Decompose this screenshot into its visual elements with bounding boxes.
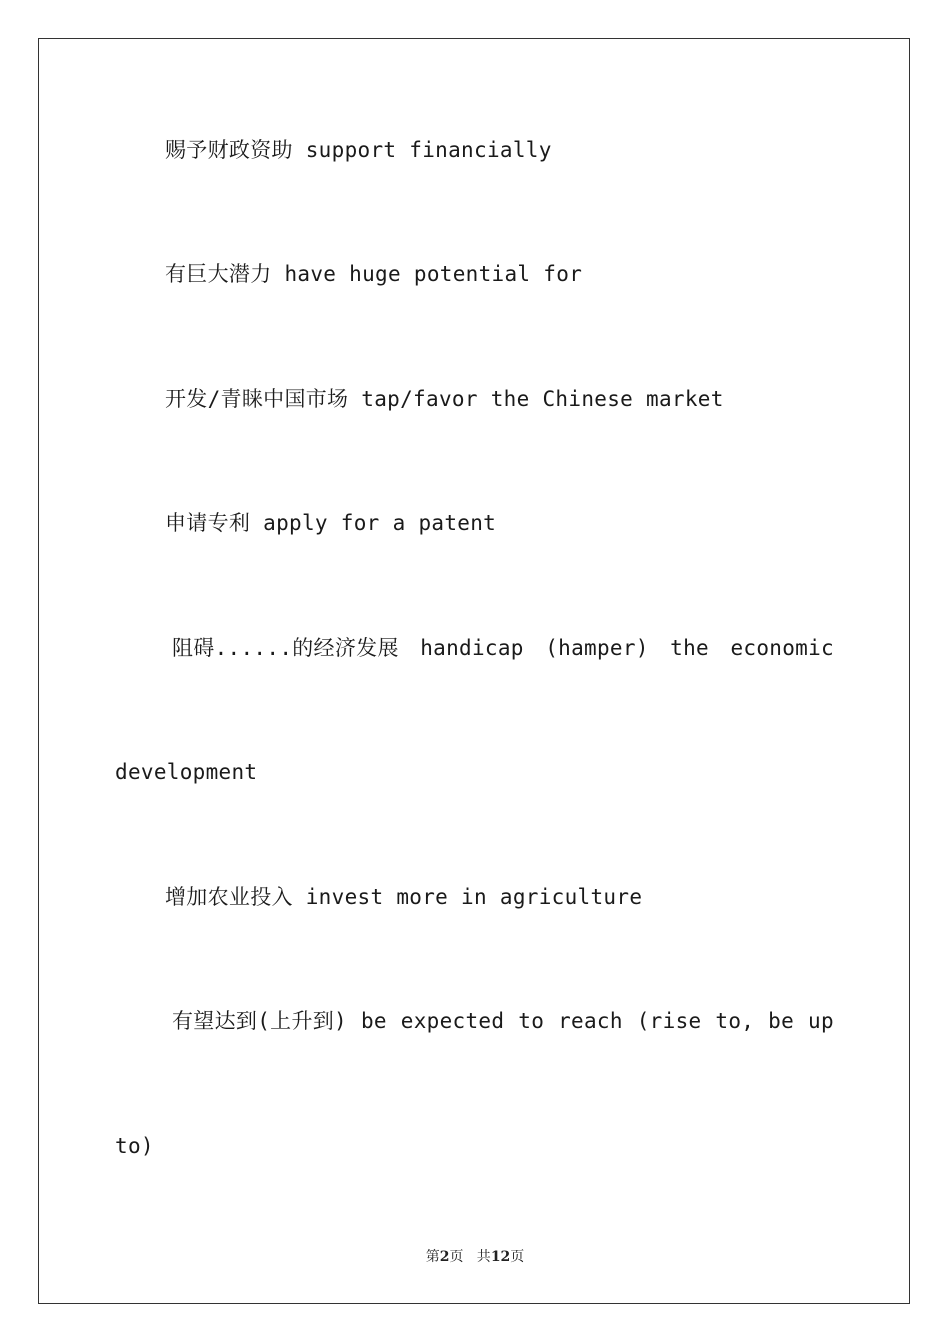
entry-word: to, (715, 1009, 755, 1033)
page-border (38, 38, 910, 1304)
footer-suffix: 页 (510, 1249, 525, 1265)
entry-word: 有望达到(上升到) (172, 1009, 347, 1033)
entry-word: (hamper) (545, 636, 649, 660)
entry-word: economic (730, 636, 834, 660)
entry-word: to (518, 1009, 545, 1033)
entry-word: handicap (420, 636, 524, 660)
footer-total-pages: 12 (490, 1249, 511, 1265)
entry-word: be (768, 1009, 795, 1033)
footer-middle: 页 共 (449, 1249, 491, 1265)
entry-continuation: to) (115, 1134, 154, 1158)
entry-invest-agriculture: 增加农业投入 invest more in agriculture (165, 885, 643, 909)
entry-chinese-market: 开发/青睐中国市场 tap/favor the Chinese market (165, 387, 724, 411)
entry-word: the (670, 636, 710, 660)
entry-expected-to-reach (172, 1007, 834, 1035)
page-footer (0, 1248, 950, 1266)
entry-huge-potential: 有巨大潜力 have huge potential for (165, 262, 583, 286)
entry-word: (rise (636, 1009, 702, 1033)
entry-word: expected (400, 1009, 505, 1033)
entry-word: up (808, 1009, 834, 1033)
footer-prefix: 第 (425, 1249, 440, 1265)
entry-word: be (360, 1009, 387, 1033)
entry-apply-patent: 申请专利 apply for a patent (165, 511, 497, 535)
entry-support-financially: 赐予财政资助 support financially (165, 138, 552, 162)
entry-word: 阻碍......的经济发展 (172, 636, 399, 660)
entry-continuation: development (115, 760, 258, 784)
entry-word: reach (558, 1009, 623, 1033)
entry-handicap-development (172, 634, 834, 662)
footer-page-number: 2 (439, 1249, 450, 1265)
